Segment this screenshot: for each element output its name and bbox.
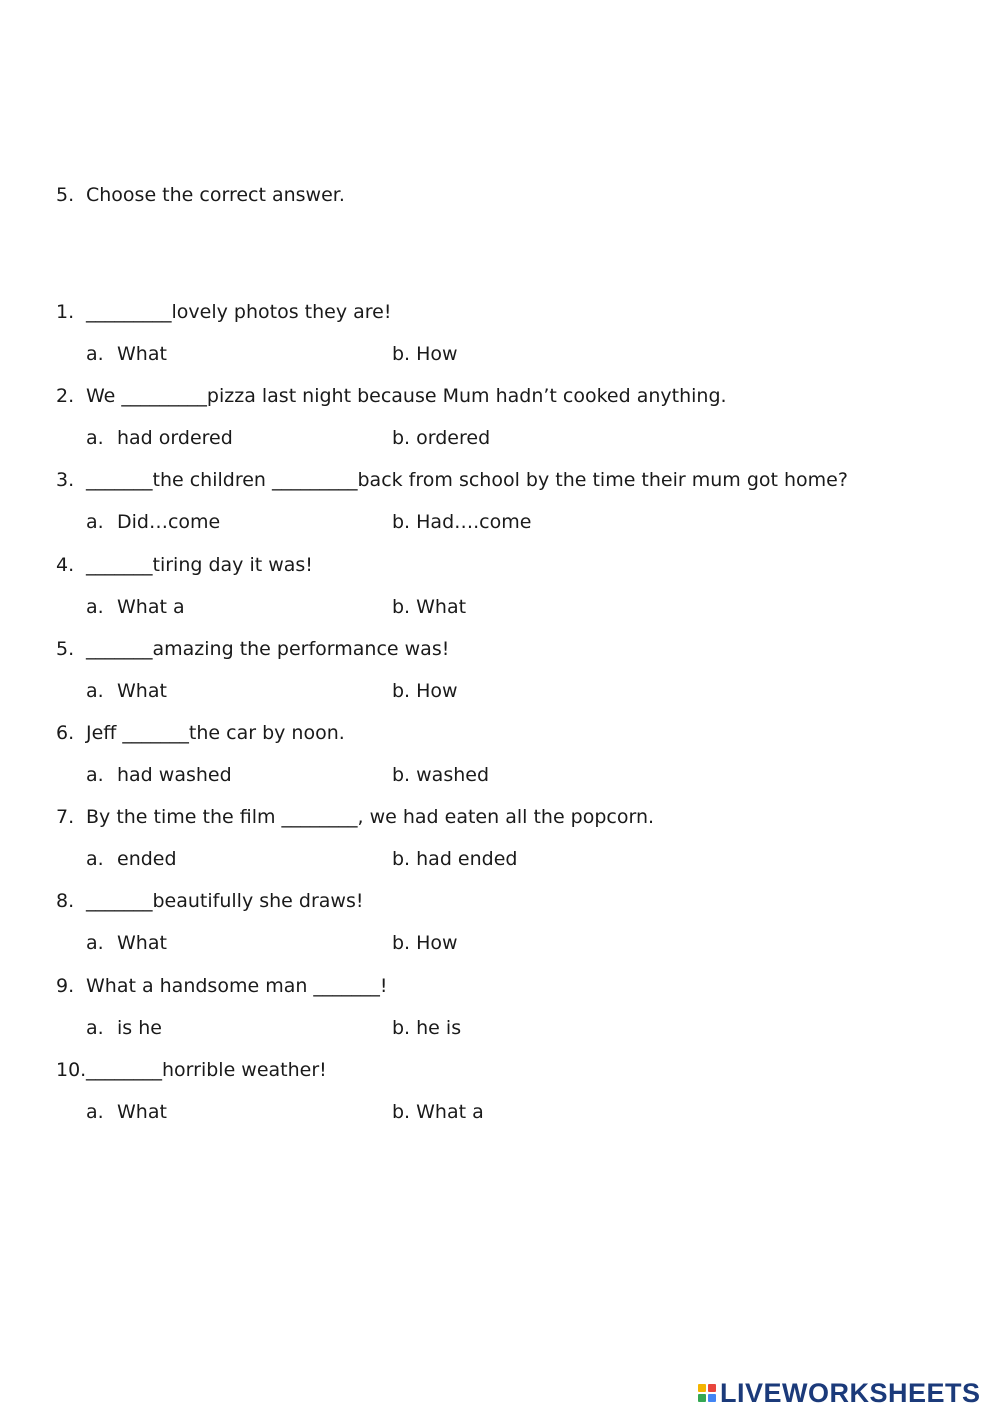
option-a-letter: a. [86, 343, 104, 365]
option-b[interactable]: b. had ended [392, 848, 518, 870]
question-text: _______beautifully she draws! [86, 890, 364, 912]
option-a[interactable]: ended [117, 848, 177, 870]
option-b[interactable]: b. What [392, 596, 467, 618]
question-number: 1. [56, 301, 75, 323]
question-number: 4. [56, 554, 75, 576]
question-text: _______tiring day it was! [86, 554, 313, 576]
option-a-letter: a. [86, 511, 104, 533]
logo-mark-icon [698, 1384, 716, 1402]
option-a-letter: a. [86, 680, 104, 702]
option-b[interactable]: b. How [392, 680, 458, 702]
question-text: _______the children _________back from school by the time their mum got home? [86, 469, 848, 491]
option-a-letter: a. [86, 1101, 104, 1123]
question-number: 8. [56, 890, 75, 912]
option-a-letter: a. [86, 596, 104, 618]
option-a[interactable]: What [117, 1101, 167, 1123]
question-number: 7. [56, 806, 75, 828]
option-b[interactable]: b. ordered [392, 427, 491, 449]
option-a[interactable]: What [117, 932, 167, 954]
option-b[interactable]: b. Had….come [392, 511, 532, 533]
option-a-letter: a. [86, 1017, 104, 1039]
question-text: _______amazing the performance was! [86, 638, 450, 660]
option-a[interactable]: What a [117, 596, 185, 618]
logo-square-1 [698, 1384, 706, 1392]
question-number: 5. [56, 638, 75, 660]
logo-square-4 [708, 1394, 716, 1402]
question-text: What a handsome man _______! [86, 975, 388, 997]
section-instruction: Choose the correct answer. [86, 184, 345, 206]
logo-square-2 [708, 1384, 716, 1392]
option-b[interactable]: b. washed [392, 764, 490, 786]
option-a[interactable]: is he [117, 1017, 162, 1039]
question-text: By the time the film ________, we had eaten all the popcorn. [86, 806, 655, 828]
question-text: We _________pizza last night because Mum hadn’t cooked anything. [86, 385, 727, 407]
logo-square-3 [698, 1394, 706, 1402]
option-a[interactable]: had washed [117, 764, 232, 786]
question-number: 2. [56, 385, 75, 407]
option-a-letter: a. [86, 427, 104, 449]
question-text: Jeff _______the car by noon. [86, 722, 345, 744]
logo-text: LIVEWORKSHEETS [720, 1377, 981, 1408]
option-a[interactable]: Did…come [117, 511, 221, 533]
option-a[interactable]: had ordered [117, 427, 233, 449]
option-a[interactable]: What [117, 343, 167, 365]
option-a-letter: a. [86, 932, 104, 954]
question-text: _________lovely photos they are! [86, 301, 392, 323]
liveworksheets-logo [698, 1378, 981, 1408]
question-number: 6. [56, 722, 75, 744]
section-number: 5. [56, 184, 75, 206]
question-number: 9. [56, 975, 75, 997]
option-a-letter: a. [86, 848, 104, 870]
option-b[interactable]: b. How [392, 343, 458, 365]
option-a[interactable]: What [117, 680, 167, 702]
option-a-letter: a. [86, 764, 104, 786]
option-b[interactable]: b. How [392, 932, 458, 954]
option-b[interactable]: b. What a [392, 1101, 484, 1123]
question-text: ________horrible weather! [86, 1059, 327, 1081]
question-number: 3. [56, 469, 75, 491]
option-b[interactable]: b. he is [392, 1017, 462, 1039]
question-number: 10. [56, 1059, 87, 1081]
